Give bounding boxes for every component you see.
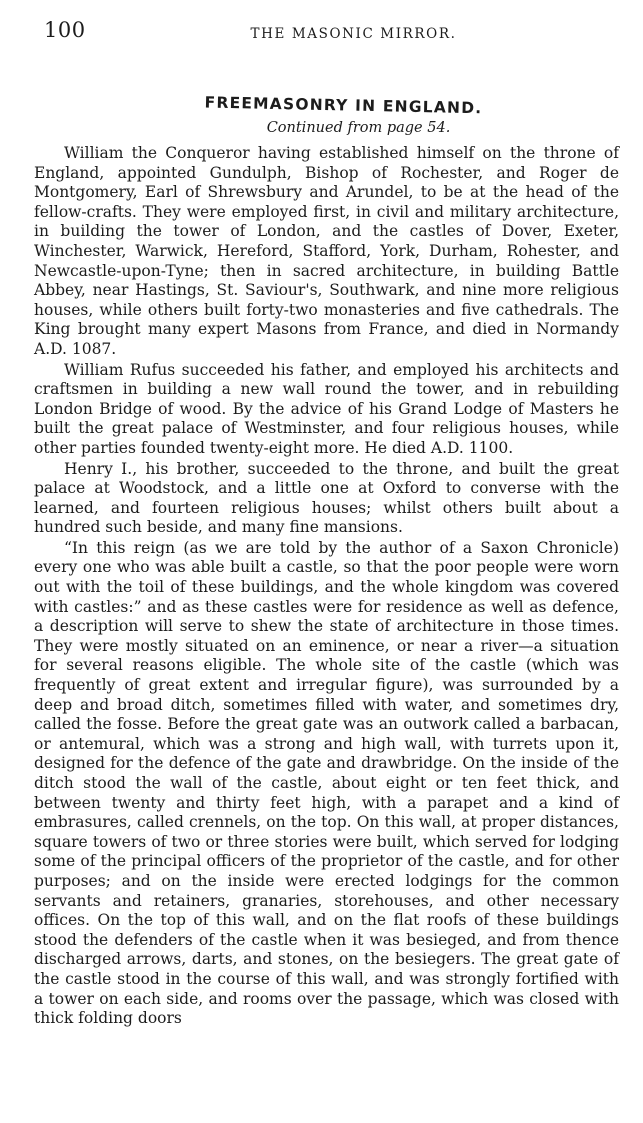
article-title: FREEMASONRY IN ENGLAND.	[204, 93, 483, 118]
continued-note: Continued from page 54.	[266, 120, 451, 136]
paragraph-henry: Henry I., his brother, succeeded to the throne, and built the great palace at Woodstock, and a little one at Oxford to converse with the learned, and fourteen religious houses; whilst others built about a hundred such beside, and many fine mansions.	[34, 459, 619, 537]
article-body	[22, 144, 625, 1029]
page-number: 100	[44, 18, 86, 42]
running-head	[22, 14, 625, 50]
paragraph-castles: “In this reign (as we are told by the author of a Saxon Chronicle) every one who was able built a castle, so that the poor people were worn out with the toil of these buildings, and the whole kingdom was covered with castles:” and as these castles were for residence as well as defence, a description will serve to shew the state of architecture in those times. They were mostly situated on an eminence, or near a river—a situation for several reasons eligible. The whole site of the castle (which was frequently of great extent and irregular figure), was surrounded by a deep and broad ditch, sometimes filled with water, and sometimes dry, called the fosse. Before the great gate was an outwork called a barbacan, or antemural, which was a strong and high wall, with turrets upon it, designed for the defence of the gate and drawbridge. On the inside of the ditch stood the wall of the castle, about eight or ten feet thick, and between twenty and thirty feet high, with a parapet and a kind of embrasures, called crennels, on the top. On this wall, at proper distances, square towers of two or three stories were built, which served for lodging some of the principal officers of the proprietor of the castle, and for other purposes; and on the inside were erected lodgings for the common servants and retainers, granaries, storehouses, and other necessary offices. On the top of this wall, and on the flat roofs of these buildings stood the defenders of the castle when it was besieged, and from thence discharged arrows, darts, and stones, on the besiegers. The great gate of the castle stood in the course of this wall, and was strongly fortified with a tower on each side, and rooms over the passage, which was closed with thick folding doors	[34, 538, 619, 1028]
paragraph-conqueror: William the Conqueror having established himself on the throne of England, appointed Gundulph, Bishop of Rochester, and Roger de Montgomery, Earl of Shrewsbury and Arundel, to be at the head of the fellow-crafts. They were employed first, in civil and military architecture, in building the tower of London, and the castles of Dover, Exeter, Winchester, Warwick, Hereford, Stafford, York, Durham, Rohester, and Newcastle-upon-Tyne; then in sacred architecture, in building Battle Abbey, near Hastings, St. Saviour's, Southwark, and nine more religious houses, while others built forty-two monasteries and five cathedrals. The King brought many expert Masons from France, and died in Normandy A.D. 1087.	[34, 144, 619, 358]
journal-title: THE MASONIC MIRROR.	[250, 26, 457, 42]
paragraph-rufus: William Rufus succeeded his father, and employed his architects and craftsmen in building a new wall round the tower, and in rebuilding London Bridge of wood. By the advice of his Grand Lodge of Masters he built the great palace of Westminster, and four religious houses, while other parties founded twenty-eight more. He died A.D. 1100.	[34, 360, 619, 457]
